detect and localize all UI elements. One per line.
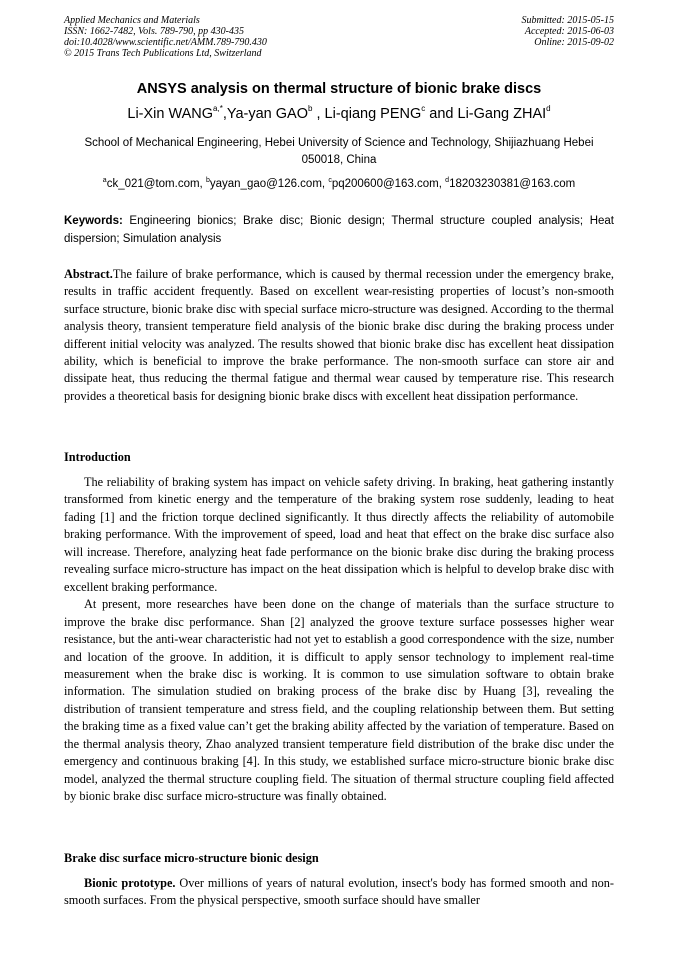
bionic-design-body bbox=[64, 875, 614, 910]
accepted-date: Accepted: 2015-06-03 bbox=[524, 26, 614, 37]
email-link[interactable]: yayan_gao@126.com, bbox=[209, 178, 329, 190]
email-mark: b bbox=[205, 177, 210, 184]
paragraph-text: Over millions of years of natural evolution, insect's body has formed smooth and non-smooth surfaces. From the physical perspective, smooth surface should have smaller bbox=[64, 876, 614, 908]
abstract bbox=[64, 266, 614, 405]
paragraph-lead: Bionic prototype. bbox=[84, 876, 176, 890]
online-date: Online: 2015-09-02 bbox=[534, 37, 614, 48]
email-mark: c bbox=[328, 177, 332, 184]
author-mark: c bbox=[421, 104, 426, 113]
author-name: Li-Xin WANG bbox=[127, 106, 214, 122]
doi-line: doi:10.4028/www.scientific.net/AMM.789-790.430 bbox=[64, 37, 267, 48]
copyright-line: © 2015 Trans Tech Publications Ltd, Switzerland bbox=[64, 48, 262, 59]
abstract-text: The failure of brake performance, which is caused by thermal recession under the emergency brake, results in traffic accident frequently. Based on excellent wear-resisting properties of locust’s non-smooth surface structure, bionic brake disc with special surface micro-structure was designed. According to the thermal analysis theory, transient temperature field analysis of the bionic brake disc during the braking process under different initial velocity was analyzed. The results showed that bionic brake disc has excellent heat dissipation ability, which is beneficial to improve the brake performance. The non-smooth surface can store air and dissipate heat, thus reducing the thermal fatigue and thermal wear caused by temperature rise. This research provides a theoretical basis for designing bionic brake discs with excellent heat dissipation performance. bbox=[64, 267, 614, 403]
issn-line: ISSN: 1662-7482, Vols. 789-790, pp 430-435 bbox=[64, 26, 244, 37]
keywords-text: Engineering bionics; Brake disc; Bionic design; Thermal structure coupled analysis; Heat dispersion; Simulation analysis bbox=[64, 215, 615, 245]
paragraph: At present, more researches have been done on the change of materials than the surface structure to improve the brake disc performance. Shan [2] analyzed the groove texture surface possesses higher wear resistance, but the anti-wear characteristic had not yet to establish a good correspondence with the size, number and location of the groove. In addition, it is difficult to apply sensor technology to implement real-time measurement when the brake disc is working. It is common to use simulation software to obtain brake information. The simulation studied on braking process of the brake disc by Huang [3], revealing the distribution of transient temperature and stress field, and the coupling relationship between them. But setting the braking time as a fixed value can’t get the braking ability affected by the variation of temperature. Based on the thermal analysis theory, Zhao analyzed transient temperature field distribution of the brake disc under the emergency and continuous braking [4]. In this study, we established surface micro-structure bionic brake disc model, analyzed the thermal structure coupling field. The situation of thermal structure coupling field affected by bionic brake disc surface micro-structure was finally obtained. bbox=[64, 597, 614, 804]
keywords-label: Keywords: bbox=[64, 215, 123, 227]
paper-title: ANSYS analysis on thermal structure of bionic brake discs bbox=[136, 81, 542, 97]
paragraph bbox=[64, 875, 614, 910]
author-separator: , bbox=[222, 106, 227, 122]
email-link[interactable]: 18203230381@163.com bbox=[449, 178, 576, 190]
author-name: Ya-yan GAO bbox=[226, 106, 308, 122]
author-name: Li-qiang PENG bbox=[324, 106, 422, 122]
email-link[interactable]: ck_021@tom.com, bbox=[106, 178, 206, 190]
section-heading-introduction: Introduction bbox=[64, 450, 131, 464]
email-link[interactable]: pq200600@163.com, bbox=[331, 178, 446, 190]
author-mark: a,* bbox=[213, 104, 223, 113]
section-heading-bionic-design: Brake disc surface micro-structure bionic design bbox=[64, 851, 319, 865]
submitted-date: Submitted: 2015-05-15 bbox=[521, 15, 614, 26]
affiliation: School of Mechanical Engineering, Hebei University of Science and Technology, Shijiazhuang Hebei 050018, China bbox=[84, 137, 594, 166]
email-list bbox=[0, 177, 678, 190]
author-list bbox=[0, 104, 678, 122]
introduction-body bbox=[64, 474, 614, 806]
keywords bbox=[64, 212, 614, 248]
paragraph: The reliability of braking system has impact on vehicle safety driving. In braking, heat gathering instantly transformed from kinetic energy and the temperature of the braking system rose suddenly, leading to heat fading [1] and the friction torque declined significantly. It thus directly affects the reliability of automobile braking performance. With the improvement of speed, load and heat that effect on the brake disc surface also will increase. Therefore, analyzing heat fade performance on the bionic brake disc during the braking process revealing surface micro-structure has impact on the heat dissipation which is helpful to develop brake disc with excellent braking performance. bbox=[64, 475, 614, 594]
author-separator: , bbox=[312, 106, 325, 122]
abstract-label: Abstract. bbox=[64, 267, 113, 281]
author-mark: d bbox=[546, 104, 551, 113]
email-mark: d bbox=[445, 177, 450, 184]
dates-header bbox=[522, 15, 615, 48]
email-mark: a bbox=[102, 177, 107, 184]
author-name: Li-Gang ZHAI bbox=[457, 106, 547, 122]
journal-header bbox=[64, 15, 267, 59]
journal-name: Applied Mechanics and Materials bbox=[64, 15, 200, 26]
author-mark: b bbox=[308, 104, 313, 113]
author-separator: and bbox=[425, 106, 458, 122]
